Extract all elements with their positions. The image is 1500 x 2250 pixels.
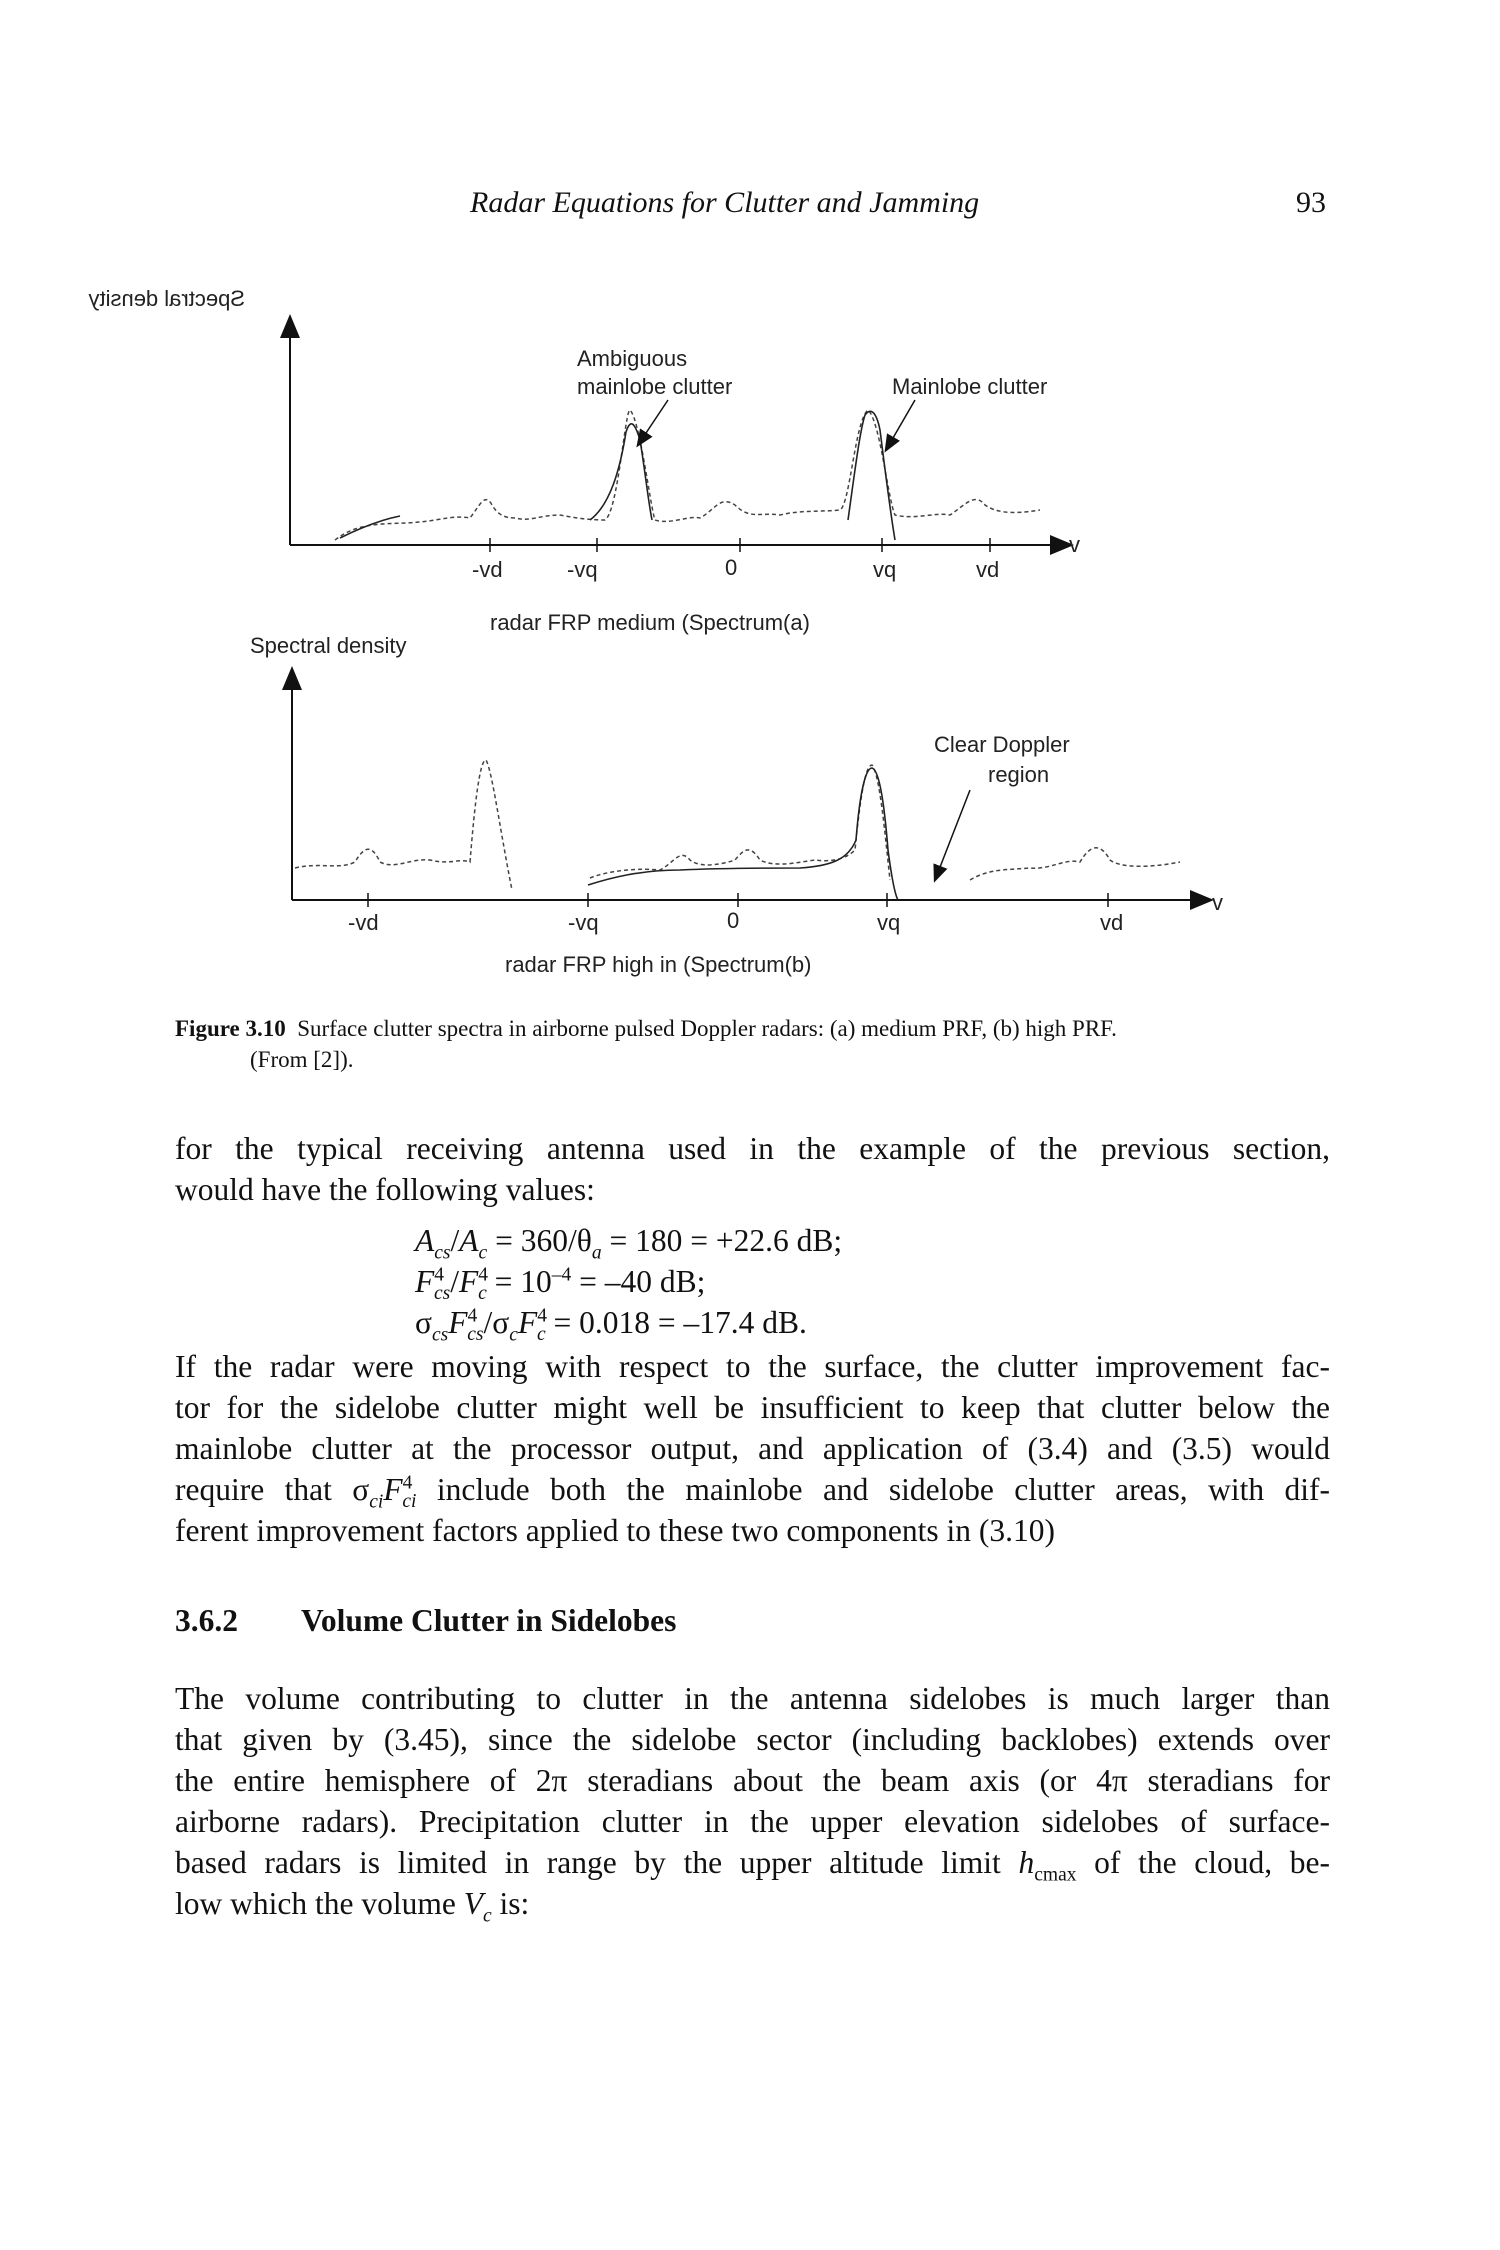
section-title: Volume Clutter in Sidelobes [301, 1603, 677, 1638]
paragraph-3-line-4: airborne radars). Precipitation clutter in the upper elevation sidelobes of surface- [175, 1804, 1330, 1839]
section-number: 3.6.2 [175, 1603, 238, 1638]
annotation-clear-doppler: Clear Doppler [934, 732, 1070, 757]
paragraph-1 [175, 1128, 1330, 1210]
paragraph-2-line-3: mainlobe clutter at the processor output, and application of (3.4) and (3.5) would [175, 1431, 1330, 1466]
running-head: Radar Equations for Clutter and Jamming [470, 186, 980, 219]
tick-b-vd: vd [1100, 910, 1124, 935]
panel-b-label: radar FRP high in (Spectrum(b) [505, 952, 812, 977]
paragraph-2-line-5: ferent improvement factors applied to these two components in (3.10) [175, 1513, 1056, 1548]
panel-b-y-label: Spectral density [250, 633, 407, 658]
equation-3: $\sigma_{cs}F^4_{cs}/\sigma_cF^4_c = 0.018 = -17.4$ dB. [415, 1305, 807, 1346]
panel-b-mainlobe [588, 768, 898, 900]
paragraph-2 [175, 1346, 1330, 1551]
tick-vd: vd [976, 557, 1000, 582]
panel-a-label: radar FRP medium (Spectrum(a) [490, 610, 810, 635]
figure-caption [175, 1013, 1335, 1075]
paragraph-1-line-2: would have the following values: [175, 1172, 595, 1207]
panel-a-mainlobe [340, 411, 895, 540]
panel-a-x-label: v [1069, 532, 1080, 557]
caption-label: Figure 3.10 [175, 1016, 286, 1041]
paragraph-3-line-3: the entire hemisphere of 2π steradians about the beam axis (or 4π steradians for [175, 1763, 1330, 1798]
tick-zero: 0 [725, 555, 738, 580]
paragraph-3-line-1: The volume contributing to clutter in the antenna sidelobes is much larger than [175, 1681, 1330, 1716]
figure-3-10 [0, 0, 1500, 1000]
paragraph-3-line-5: based radars is limited in range by the upper altitude limit $h_{cmax}$ of the cloud, be- [175, 1845, 1330, 1886]
tick-b-vq: vq [877, 910, 901, 935]
equation-block [415, 1220, 843, 1346]
annotation-region: region [988, 762, 1050, 787]
paragraph-3-line-6: low which the volume $V_c$ is: [175, 1886, 530, 1927]
annotation-mainlobe-clutter-ambiguous: mainlobe clutter [577, 374, 733, 399]
tick-b-zero: 0 [727, 908, 740, 933]
tick-b-minus-vq: -vq [568, 910, 599, 935]
annotation-mainlobe-clutter: Mainlobe clutter [892, 374, 1048, 399]
panel-a-y-label: Spectral density [88, 286, 245, 311]
annotation-ambiguous: Ambiguous [577, 346, 688, 371]
paragraph-2-line-2: tor for the sidelobe clutter might well be insufficient to keep that clutter below the [175, 1390, 1330, 1425]
panel-a-spectrum [335, 410, 1040, 540]
panel-b [250, 633, 1223, 977]
tick-b-minus-vd: -vd [348, 910, 379, 935]
paragraph-1-line-1: for the typical receiving antenna used in the example of the previous section, [175, 1131, 1330, 1166]
paragraph-3-line-2: that given by (3.45), since the sidelobe sector (including backlobes) extends over [175, 1722, 1330, 1757]
paragraph-2-line-1: If the radar were moving with respect to the surface, the clutter improvement fac- [175, 1349, 1330, 1384]
page-number: 93 [1296, 186, 1326, 219]
caption-source: (From [2]). [250, 1047, 354, 1072]
panel-b-x-label: v [1212, 890, 1223, 915]
paragraph-3 [175, 1678, 1330, 1927]
tick-minus-vd: -vd [472, 557, 503, 582]
paragraph-2-line-4: require that $\sigma_{ci}F^4_{ci}$ include both the mainlobe and sidelobe clutter areas, with dif- [175, 1472, 1330, 1513]
section-heading [175, 1603, 676, 1639]
panel-a [88, 286, 1080, 635]
tick-minus-vq: -vq [567, 557, 598, 582]
caption-text: Surface clutter spectra in airborne pulsed Doppler radars: (a) medium PRF, (b) high PRF. [297, 1016, 1117, 1041]
equation-2: $F^4_{cs}/F^4_c = 10^{-4} = -40$ dB; [415, 1264, 706, 1305]
equation-1: $A_{cs}/A_c = 360/\theta_a = 180 = +22.6$ dB; [415, 1223, 843, 1264]
tick-vq: vq [873, 557, 897, 582]
